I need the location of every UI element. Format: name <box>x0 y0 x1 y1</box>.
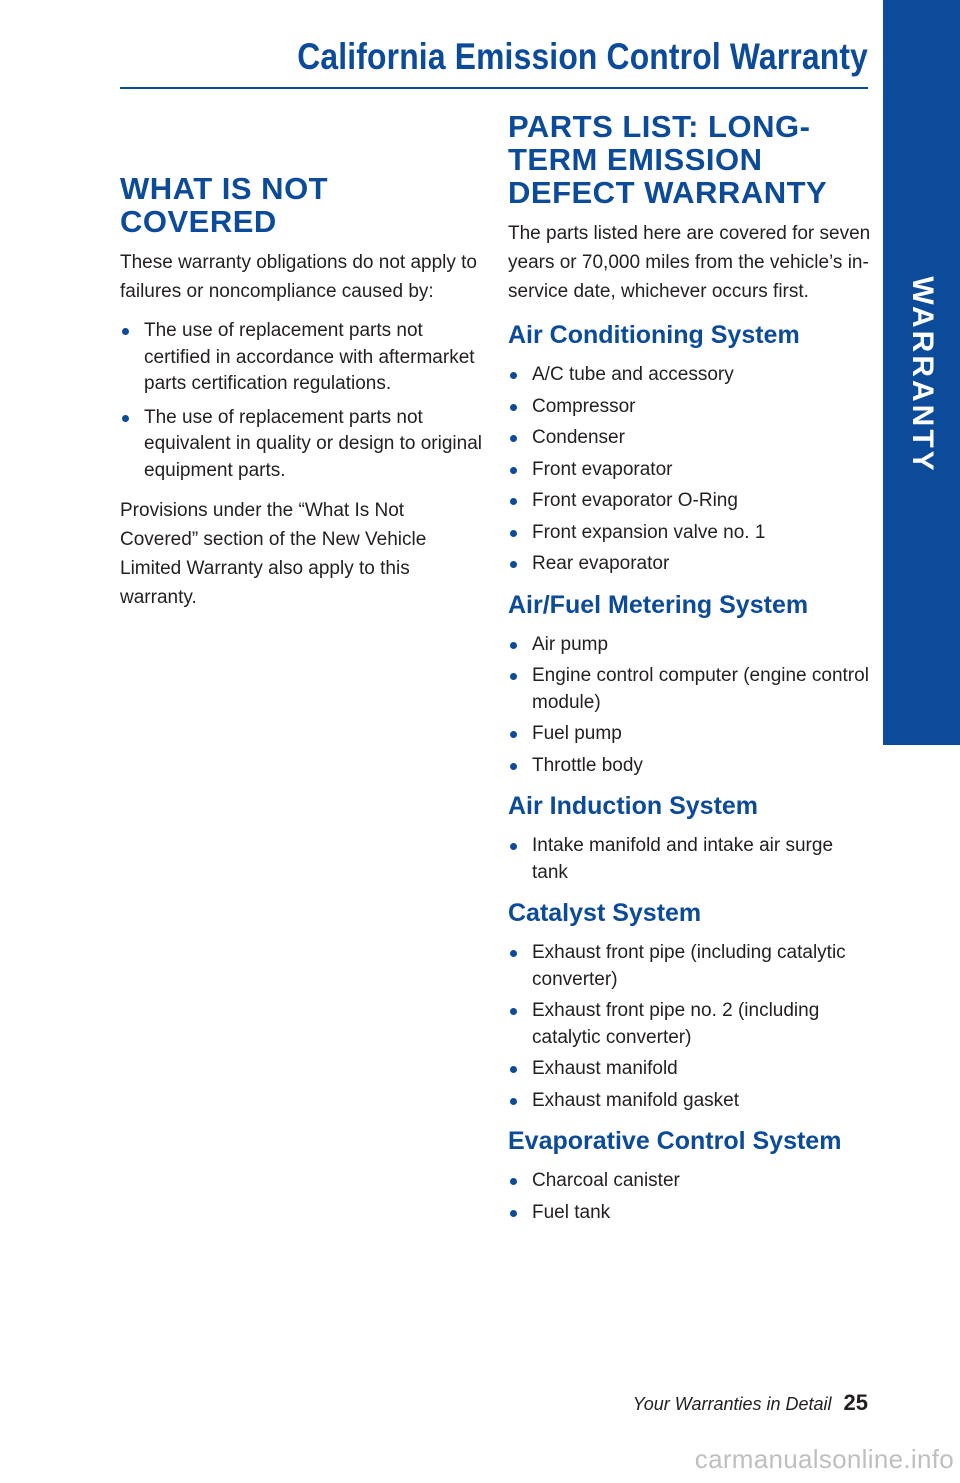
list-item: The use of replacement parts not certified in accordance with aftermarket parts certification regulations. <box>120 318 485 398</box>
section-title-air-induction: Air Induction System <box>508 792 759 820</box>
section-title-evaporative-control: Evaporative Control System <box>508 1127 842 1155</box>
page-number: 25 <box>843 1390 868 1415</box>
parts-list-heading: PARTS LIST: LONG-TERM EMISSION DEFECT WARRANTY <box>508 109 828 210</box>
bullet-icon <box>510 673 517 680</box>
left-column <box>120 172 485 612</box>
not-covered-heading: WHAT IS NOT COVERED <box>120 171 329 239</box>
not-covered-intro: These warranty obligations do not apply to failures or noncompliance caused by: <box>120 252 477 302</box>
footer-label: Your Warranties in Detail <box>632 1394 832 1414</box>
section-title-catalyst: Catalyst System <box>508 899 702 927</box>
evaporative-control-list <box>508 1168 873 1226</box>
bullet-icon <box>510 498 517 505</box>
list-item: Rear evaporator <box>508 551 873 578</box>
list-item: Exhaust front pipe no. 2 (including catalytic converter) <box>508 998 873 1051</box>
bullet-icon <box>510 372 517 379</box>
bullet-icon <box>510 642 517 649</box>
bullet-icon <box>510 530 517 537</box>
provisions-note: Provisions under the “What Is Not Covered” section of the New Vehicle Limited Warranty also apply to this warranty. <box>120 500 427 608</box>
list-item: Exhaust front pipe (including catalytic converter) <box>508 940 873 993</box>
list-item: Intake manifold and intake air surge tank <box>508 833 873 886</box>
bullet-icon <box>510 950 517 957</box>
bullet-icon <box>510 763 517 770</box>
list-item: Fuel tank <box>508 1200 873 1227</box>
list-item: Compressor <box>508 394 873 421</box>
watermark: carmanualsonline.info <box>694 1444 954 1474</box>
bullet-icon <box>122 328 129 335</box>
list-item: Air pump <box>508 632 873 659</box>
list-item: The use of replacement parts not equivalent in quality or design to original equipment parts. <box>120 405 485 485</box>
parts-list-intro: The parts listed here are covered for seven years or 70,000 miles from the vehicle’s in-service date, whichever occurs first. <box>508 223 871 302</box>
catalyst-list <box>508 940 873 1114</box>
list-item: Front expansion valve no. 1 <box>508 520 873 547</box>
section-title-air-conditioning: Air Conditioning System <box>508 321 800 349</box>
bullet-icon <box>510 1178 517 1185</box>
bullet-icon <box>510 404 517 411</box>
bullet-icon <box>510 435 517 442</box>
list-item: Condenser <box>508 425 873 452</box>
page-title: California Emission Control Warranty <box>297 36 868 77</box>
bullet-icon <box>510 843 517 850</box>
bullet-icon <box>510 467 517 474</box>
list-item: Front evaporator O-Ring <box>508 488 873 515</box>
bullet-icon <box>510 1098 517 1105</box>
page-footer <box>633 1390 868 1416</box>
section-tab-label <box>883 276 960 474</box>
right-column <box>508 110 873 1226</box>
list-item: Front evaporator <box>508 457 873 484</box>
list-item: Engine control computer (engine control module) <box>508 663 873 716</box>
bullet-icon <box>510 1066 517 1073</box>
list-item: A/C tube and accessory <box>508 362 873 389</box>
list-item: Charcoal canister <box>508 1168 873 1195</box>
section-tab-text: WARRANTY <box>905 276 939 474</box>
list-item: Exhaust manifold gasket <box>508 1088 873 1115</box>
bullet-icon <box>510 731 517 738</box>
bullet-icon <box>122 415 129 422</box>
header-divider <box>120 87 868 89</box>
bullet-icon <box>510 1210 517 1217</box>
air-conditioning-list <box>508 362 873 578</box>
bullet-icon <box>510 561 517 568</box>
list-item: Fuel pump <box>508 721 873 748</box>
air-induction-list <box>508 833 873 886</box>
list-item: Exhaust manifold <box>508 1056 873 1083</box>
not-covered-list <box>120 318 485 484</box>
air-fuel-metering-list <box>508 632 873 780</box>
bullet-icon <box>510 1008 517 1015</box>
list-item: Throttle body <box>508 753 873 780</box>
section-title-air-fuel-metering: Air/Fuel Metering System <box>508 590 809 619</box>
